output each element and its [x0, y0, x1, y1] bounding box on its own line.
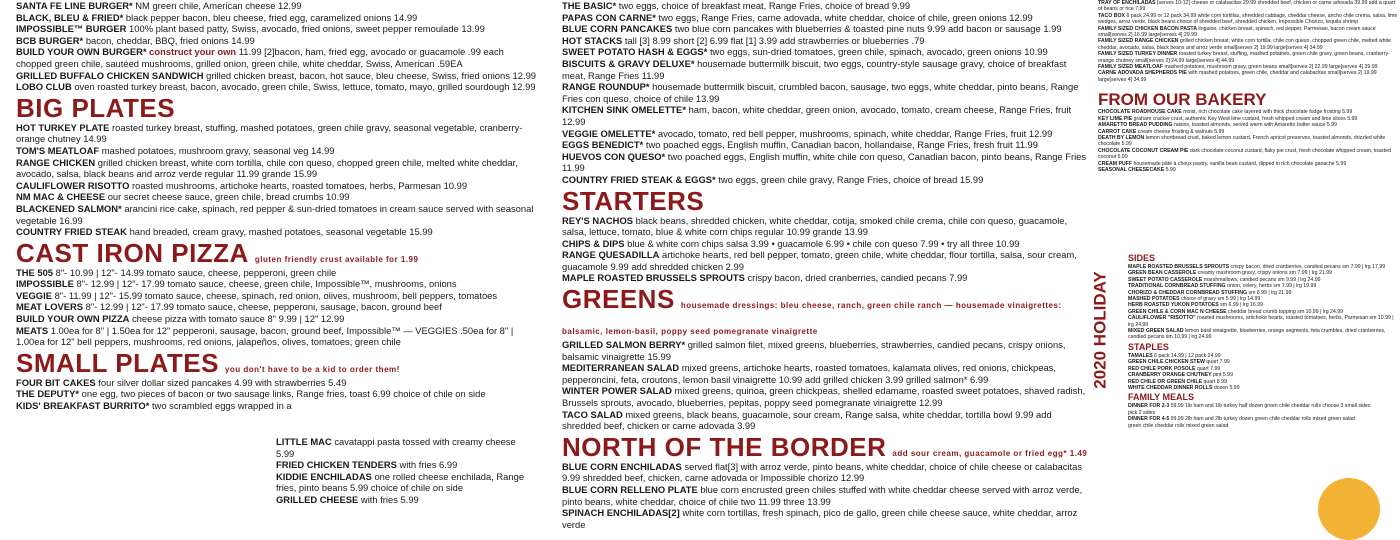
menu-item	[276, 459, 536, 471]
menu-item-name: CHOCOLATE COCONUT CREAM PIE	[1098, 147, 1189, 154]
menu-item-description: choice of gravy sm 5.99 | lrg 14.99	[1181, 296, 1261, 303]
menu-item-description: bacon, cheddar, BBQ, fried onions 14.99	[85, 34, 255, 46]
section-note: gluten friendly crust available for 1.99	[254, 254, 419, 264]
menu-item-description: onion, celery, herbs sm 7.99 | lrg 19.99	[1227, 283, 1317, 290]
menu-item-description: one egg, two pieces of bacon or two sausage links, Range fries, toast 6.99 choice of chile on side	[81, 388, 486, 400]
menu-item-name: TRADITIONAL CORNBREAD STUFFING	[1128, 283, 1226, 290]
menu-item-description: lemon basil vinaigrette, blueberries, orange segments, feta crumbles, dried cranberries, candied pecans sm 10.99 | lrg 24.99	[1128, 328, 1386, 341]
menu-item-name: DEATH BY LEMON	[1098, 134, 1145, 141]
menu-item	[562, 385, 1090, 408]
menu-item-name: CHOCOLATE ROADHOUSE CAKE	[1098, 109, 1182, 116]
menu-item-description: moist, rich chocolate cake layered with thick chocolate fudge frosting 5.99	[1183, 109, 1353, 116]
menu-item-description: cheddar bread crumb topping sm 10.99 | lrg 24.99	[1228, 308, 1343, 315]
menu-item-name: TAMALES	[1128, 352, 1153, 359]
section-heading	[16, 92, 536, 123]
menu-item	[562, 81, 1090, 104]
menu-item-name: RANGE CHICKEN	[16, 156, 96, 168]
menu-item-description: mashed potatoes, mushroom gravy, green beans small[serves 2] 22.99 large[serves 4] 39.99	[1164, 64, 1378, 71]
menu-item-description: cream cheese frosting & walnuts 5.99	[1137, 128, 1225, 135]
menu-item	[16, 23, 536, 35]
holiday-menu	[1128, 252, 1398, 429]
menu-item	[16, 203, 536, 226]
menu-item-name: TACO SALAD	[562, 408, 623, 420]
menu-item-description: grilled salmon filet, mixed greens, blueberries, strawberries, candied pecans, crispy onions, balsamic vinaigrette 15.99	[562, 339, 1066, 362]
menu-column-left	[16, 0, 536, 505]
menu-item-description: graham cracker crust, authentic Key West lime custard, fresh whipped cream and lime slices 5.99	[1133, 115, 1358, 122]
menu-item-name: GREEN BEAN CASSEROLE	[1128, 270, 1197, 277]
menu-item-name: RANGE QUESADILLA	[562, 249, 660, 261]
menu-item-description: 8"- 12.99 | 12"- 17.99 tomato sauce, cheese, pepperoni, sausage, bacon, ground beef	[85, 301, 442, 313]
menu-item-description: 6 pack 24.99 or 12 pack 34.99 white corn tortillas, shredded cabbage, cheddar cheese, ancho chile crema, salsa, lime wedges, arroz verde, black beans choice of shredded beef, shredded chicken, Impossible Chorizo, tequila shrimp	[1098, 12, 1398, 26]
menu-item-description: with mashed potatoes, green chile, cheddar and calabacitas small[serves 2] 19.99 large[serves 4] 34.99	[1098, 70, 1377, 83]
menu-item-name: FAMILY SIZED TURKEY DINNER	[1098, 51, 1178, 58]
menu-item-name: RED CHILE OR GREEN CHILE	[1128, 378, 1203, 385]
menu-item-name: PAPAS CON CARNE*	[562, 11, 656, 23]
menu-item-name: BLUE CORN ENCHILADAS	[562, 460, 682, 472]
section-title: GREENS	[562, 284, 675, 315]
menu-item	[16, 157, 536, 180]
menu-item-description: 8"- 10.99 | 12"- 14.99 tomato sauce, cheese, pepperoni, green chile	[55, 266, 337, 278]
menu-item-description: two poached eggs, English muffin, white chile con queso, Canadian bacon, pinto beans, Range Fries 11.99	[562, 150, 1087, 174]
section-heading	[16, 237, 536, 268]
menu-item-name: TRAY OF ENCHILADAS	[1098, 0, 1156, 6]
menu-item-name: FAMILY SIZED CHICKEN BACON PASTA	[1098, 25, 1197, 32]
menu-item-description: two eggs, Range Fries, carne adovada, white cheddar, choice of chile, green onions 12.99	[658, 11, 1033, 23]
menu-item	[562, 23, 1090, 35]
menu-item-subtitle: construct your own	[149, 46, 237, 58]
menu-item-description: black beans, shredded chicken, white cheddar, cotija, smoked chile crema, chile con queso, guacamole, salsa, lettuce, tomato, blue & white corn chips regular 10.99 grande 13.99	[562, 214, 1068, 238]
menu-item-description: four silver dollar sized pancakes 4.99 with strawberries 5.49	[98, 376, 347, 388]
section-title: SMALL PLATES	[16, 347, 219, 378]
menu-item-description: pick 2 sides	[1128, 409, 1156, 416]
menu-item-name: CHIPS & DIPS	[562, 237, 625, 249]
menu-item	[562, 104, 1090, 127]
menu-item-description: black pepper bacon, bleu cheese, fried egg, caramelized onions 14.99	[125, 11, 418, 23]
promo-badge	[1318, 478, 1380, 540]
menu-item	[562, 151, 1090, 174]
menu-item-name: THE DEPUTY*	[16, 388, 80, 400]
family-meals-heading: FAMILY MEALS	[1128, 392, 1195, 403]
holiday-vertical-label	[1090, 250, 1124, 410]
menu-item	[1098, 167, 1398, 173]
menu-item-name: IMPOSSIBLE	[16, 278, 74, 290]
menu-item	[16, 0, 536, 12]
menu-item	[1098, 135, 1398, 148]
menu-item	[562, 362, 1090, 385]
section-note: housemade dressings: bleu cheese, ranch, green chile ranch — housemade vinaigrettes: balsamic, lemon-basil, poppy seed pomegranate vinaigrette	[562, 301, 1062, 337]
menu-item-description: two eggs, choice of breakfast meat, Range Fries, choice of bread 9.99	[618, 0, 911, 11]
menu-item	[1128, 403, 1398, 409]
menu-item-description: 99.99 2lb ham and 2lb turkey dozen green chile cheddar rolls mixed green salad	[1170, 416, 1355, 423]
section-heading	[562, 185, 1090, 216]
family-meal-deals	[1098, 0, 1398, 83]
menu-item	[1098, 38, 1398, 51]
menu-item	[562, 12, 1090, 24]
menu-item	[16, 35, 536, 47]
menu-item-name: BLACKENED SALMON*	[16, 202, 122, 214]
menu-item-description: lemon shortbread crust, baked lemon custard, French apricot preserves, toasted almonds, drizzled white chocolate 5.99	[1098, 134, 1386, 148]
menu-item-description: two blue corn pancakes with blueberries & toasted pine nuts 9.99 add bacon or sausage 1.99	[674, 23, 1062, 35]
menu-item-description: 5.99	[1165, 166, 1176, 173]
menu-item-description: two poached eggs, English muffin, Canadian bacon, hollandaise, Range Fries, fresh fruit 11.99	[645, 139, 1038, 151]
menu-item-description: roasted mushrooms, artichoke hearts, roasted tomatoes, herbs, Parmesan 10.99	[131, 179, 468, 191]
menu-item-name: GREEN CHILE CHICKEN STEW	[1128, 359, 1205, 366]
menu-item-description: 59.99 1lb ham and 1lb turkey half dozen green chile cheddar rolls choose 3 small sides	[1170, 403, 1371, 410]
menu-item-name: RED CHILE PORK POSOLE	[1128, 365, 1196, 372]
menu-item	[16, 226, 536, 238]
menu-item-name: WHITE CHEDDAR DINNER ROLLS	[1128, 384, 1213, 391]
section-note: you don't have to be a kid to order them!	[224, 364, 400, 374]
menu-item-description: mixed greens, quinoa, green chickpeas, shelled edamame, roasted sweet potatoes, shaved radish, Brussels sprouts, avocado, blueberries, pepitas, poppy seed pomegranate vinaigrette 12.99	[562, 385, 1086, 409]
section-title: BIG PLATES	[16, 92, 176, 123]
bakery-list	[1098, 109, 1398, 173]
menu-item-name: COUNTRY FRIED STEAK & EGGS*	[562, 173, 716, 185]
section-note: add sour cream, guacamole or fried egg* 1.49	[892, 448, 1088, 458]
menu-item-name: HUEVOS CON QUESO*	[562, 150, 666, 162]
menu-item-description: cavatappi pasta tossed with creamy cheese 5.99	[276, 436, 516, 459]
staples-list	[1128, 353, 1398, 391]
menu-item-description: dark chocolate coconut custard, flaky pie crust, fresh chocolate whipped cream, toasted coconut 5.99	[1098, 147, 1391, 161]
menu-item-description: sm 6.99 | lrg 16.99	[1220, 302, 1264, 309]
menu-item-description: one rolled cheese enchilada, Range fries, pinto beans 5.99 choice of chile on side	[276, 470, 525, 494]
menu-item-description: arancini rice cake, spinach, red pepper & sun-dried tomatoes in cream sauce served with seasonal vegetable 16.99	[16, 202, 534, 226]
menu-item-description: with fries 5.99	[360, 493, 419, 505]
menu-item-description: blue & white corn chips salsa 3.99 • guacamole 6.99 • chile con queso 7.99 • try all three 10.99	[627, 237, 1020, 249]
section-heading	[16, 347, 536, 378]
menu-item-name: NM MAC & CHEESE	[16, 191, 106, 203]
menu-item-name: SWEET POTATO CASSEROLE	[1128, 276, 1203, 283]
menu-item-name: HERB ROASTED YUKON POTATOES	[1128, 302, 1219, 309]
menu-item-description: roasted mushrooms, artichoke hearts, roasted tomatoes, herbs, Parmesan sm 10.99 | lrg 24.99	[1128, 315, 1394, 328]
menu-item-name: MEDITERRANEAN SALAD	[562, 362, 680, 374]
menu-item-description: two eggs, green chile gravy, Range Fries, choice of bread 15.99	[718, 173, 984, 185]
menu-item-name: VEGGIE	[16, 289, 52, 301]
menu-item-name: CHORIZO & CHEDDAR CORNBREAD STUFFING	[1128, 289, 1248, 296]
menu-column-middle	[562, 0, 1090, 530]
menu-item	[16, 81, 536, 93]
menu-item-description: mixed greens, black beans, guacamole, sour cream, Range salsa, white cheddar, tortilla bowl 9.99 add shredded beef, chicken or carne adovada 3.99	[562, 408, 1052, 432]
menu-item-description: 1.00ea for 8" | 1.50ea for 12" pepperoni, sausage, bacon, ground beef, Impossible™ — VEGGIES .50ea for 8" | 1.00ea for 12" bell peppers, mushrooms, red onions, jalapeños, olives, tomatoes, green chile	[16, 324, 514, 348]
menu-item-name: HOT STACKS	[562, 34, 623, 46]
menu-item-name: MAPLE ROASTED BRUSSELS SPROUTS	[562, 272, 745, 284]
menu-item-description: sm 8.99 | lrg 21.99	[1248, 289, 1292, 296]
menu-item	[562, 58, 1090, 81]
menu-item-name: THE BASIC*	[562, 0, 617, 11]
menu-item	[16, 325, 536, 348]
menu-item-name: FRIED CHICKEN TENDERS	[276, 459, 397, 471]
menu-item-name: MASHED POTATOES	[1128, 296, 1180, 303]
menu-item-name: HOT TURKEY PLATE	[16, 121, 110, 133]
menu-item	[562, 215, 1090, 238]
menu-item-description: blue corn encrusted green chiles stuffed with white cheddar cheese served with arroz verde, pinto beans, white cheddar, choice of chile two 11.99 three 13.99	[562, 484, 1083, 507]
menu-item-name: BISCUITS & GRAVY DELUXE*	[562, 57, 695, 69]
menu-item-name: CAULIFLOWER "RISOTTO"	[1128, 315, 1196, 322]
menu-item-description: artichoke hearts, red bell pepper, tomato, green chile, white cheddar, flour tortilla, salsa, sour cream, guacamole 9.99 add shredded chicken 2.99	[562, 249, 1077, 272]
menu-item-description: raisins, toasted almonds, served warm with Amaretto butter sauce 5.99	[1174, 122, 1337, 129]
menu-item-name: KIDDIE ENCHILADAS	[276, 470, 372, 482]
menu-item	[1128, 315, 1398, 328]
menu-item	[562, 272, 1090, 284]
menu-item-description: 6 pack 14.99 | 12 pack 24.99	[1154, 352, 1221, 359]
menu-item	[562, 249, 1090, 272]
menu-item-name: GRILLED BUFFALO CHICKEN SANDWICH	[16, 69, 204, 81]
menu-item-description: quart 7.99	[1196, 365, 1221, 372]
menu-item-description: mashed potatoes, mushroom gravy, seasonal veg 14.99	[101, 144, 335, 156]
menu-item-name: SPINACH ENCHILADAS[2]	[562, 507, 680, 519]
menu-item-description: pint 5.99	[1213, 372, 1233, 379]
menu-item-name: TACO BOX	[1098, 12, 1125, 19]
menu-item-name: IMPOSSIBLE™ BURGER	[16, 23, 127, 35]
menu-item-description: 11.99 [2]bacon, ham, fried egg, avocado or guacamole .99 each chopped green chile, sautéed mushrooms, grilled onion, green chile, white cheddar, Swiss, American .59EA	[16, 46, 504, 69]
sides-heading: SIDES	[1128, 253, 1156, 263]
menu-item-name: KIDS' BREAKFAST BURRITO*	[16, 400, 150, 412]
menu-item-name: FAMILY SIZED MEATLOAF	[1098, 64, 1164, 71]
menu-item-description: housemade buttermilk biscuit, crumbled bacon, sausage, two eggs, white cheddar, pinto beans, Range Fries con queso, choice of chile 13.99	[562, 81, 1079, 104]
menu-item-description: 8"- 12.99 | 12"- 17.99 tomato sauce, cheese, green chile, Impossible™, mushrooms, onions	[76, 278, 457, 290]
menu-item	[562, 461, 1090, 484]
menu-item-name: SANTA FE LINE BURGER*	[16, 0, 133, 11]
menu-item	[16, 388, 536, 400]
menu-item-description: creamy mushroom gravy, crispy onions sm 7.99 | lrg 21.99	[1197, 270, 1332, 277]
menu-item	[16, 290, 536, 302]
menu-item	[562, 174, 1090, 186]
bakery-heading: FROM OUR BAKERY	[1098, 90, 1267, 110]
menu-item-name: BLUE CORN RELLENO PLATE	[562, 484, 698, 495]
menu-item-name: KEY LIME PIE	[1098, 115, 1133, 122]
menu-item-name: REY'S NACHOS	[562, 214, 633, 226]
menu-item-name: MEATS	[16, 324, 49, 336]
menu-item-name: MEAT LOVERS	[16, 301, 84, 313]
menu-item	[562, 507, 1090, 530]
menu-item-description: crispy bacon, dried cranberries, candied pecans sm 7.99 | lrg 17.99	[1230, 264, 1386, 270]
menu-item-description: white corn tortillas, fresh spinach, pico de gallo, green chile cheese sauce, white cheddar, arroz verde	[562, 507, 1078, 530]
menu-item-name: CARNE ADOVADA SHEPHERDS PIE	[1098, 70, 1187, 77]
section-title: STARTERS	[562, 185, 705, 216]
section-heading	[562, 286, 1090, 338]
menu-item	[16, 180, 536, 192]
menu-item-description: housemade pâté à choux pastry, vanilla bean custard, dipped in rich chocolate ganache 5.99	[1133, 160, 1347, 167]
menu-item-description: grilled chicken breast, white corn tortilla, chile con queso, chopped green chile, melted white cheddar, avocado, salsa, black beans and arroz verde small[serves 2] 19.99 large[serves 4] 34.99	[1098, 38, 1391, 51]
menu-item-description: NM green chile, American cheese 12.99	[135, 0, 302, 11]
menu-item	[1098, 148, 1398, 161]
menu-item	[16, 301, 536, 313]
menu-item-name: MAPLE ROASTED BRUSSELS SPROUTS	[1128, 264, 1230, 270]
menu-item-name: FAMILY SIZED RANGE CHICKEN	[1098, 38, 1179, 45]
menu-item	[1098, 26, 1398, 39]
section-title: NORTH OF THE BORDER	[562, 431, 887, 462]
menu-item	[16, 191, 536, 203]
menu-item-name: VEGGIE OMELETTE*	[562, 127, 656, 139]
menu-item	[1098, 13, 1398, 26]
menu-item	[562, 0, 1090, 12]
menu-item	[276, 436, 536, 459]
menu-item-description: roasted turkey breast, stuffing, mashed potatoes, green chile gravy, seasonal vegetable, cranberry-orange chutney 14.99	[16, 121, 523, 145]
menu-item	[16, 145, 536, 157]
menu-item-description: with fries 6.99	[399, 459, 458, 471]
menu-item-name: SWEET POTATO HASH & EGGS*	[562, 46, 708, 58]
menu-item-name: GRILLED CHEESE	[276, 493, 359, 505]
menu-item-name: DINNER FOR 2-3	[1128, 403, 1170, 410]
menu-item	[16, 400, 536, 412]
menu-item	[562, 128, 1090, 140]
menu-item-name: TOM'S MEATLOAF	[16, 144, 100, 156]
menu-item	[16, 313, 536, 325]
menu-item-description: linguine, chicken breast, spinach, red pepper, Parmesan, bacon cream sauce small[serves 2] 16.99 large[serves 4] 29.99	[1098, 25, 1376, 39]
menu-item	[16, 278, 536, 290]
menu-item	[16, 46, 536, 69]
menu-item-description: tall [3] 8.99 short [2] 6.99 flat [1] 3.99 add strawberries or blueberries .79	[624, 34, 925, 46]
menu-item-name: CAULIFLOWER RISOTTO	[16, 179, 130, 191]
menu-item-description: grilled chicken breast, white corn tortilla, chile con queso, chopped green chile, melted white cheddar, avocado, salsa, black beans and arroz verde regular 11.99 grande 15.99	[16, 156, 518, 180]
menu-item-name: BUILD YOUR OWN BURGER*	[16, 46, 147, 58]
menu-item	[276, 471, 536, 494]
menu-item-description: avocado, tomato, red bell pepper, mushrooms, spinach, white cheddar, Range Fries, fruit 12.99	[657, 127, 1053, 139]
menu-item-name: KITCHEN SINK OMELETTE*	[562, 104, 686, 116]
menu-item-description: 100% plant based patty, Swiss, avocado, fried onions, sweet pepper remoulade 13.99	[129, 23, 485, 35]
menu-item-name: BLACK, BLEU & FRIED*	[16, 11, 124, 23]
menu-item	[16, 377, 536, 389]
menu-item-description: crispy bacon, dried cranberries, candied pecans 7.99	[747, 272, 968, 284]
menu-item-description: two scrambled eggs wrapped in a	[151, 400, 292, 412]
menu-item-description: oven roasted turkey breast, bacon, avocado, green chile, Swiss, lettuce, tomato, mayo, grilled sourdough 12.99	[74, 81, 536, 93]
menu-item	[562, 238, 1090, 250]
menu-item-description: green chile cheddar rolls mixed green salad	[1128, 422, 1229, 429]
menu-item-name: CREAM PUFF	[1098, 160, 1133, 167]
menu-item-description: two eggs, sun-dried tomatoes, green chile, spinach, avocado, green onions 10.99	[709, 46, 1048, 58]
menu-item-name: GRILLED SALMON BERRY*	[562, 339, 686, 351]
menu-item	[1128, 423, 1398, 429]
menu-item	[1098, 70, 1398, 83]
menu-item	[562, 139, 1090, 151]
menu-item-description: our secret cheese sauce, green chile, bread crumbs 10.99	[107, 191, 350, 203]
menu-item-name: DINNER FOR 4-5	[1128, 416, 1170, 423]
menu-item	[276, 494, 536, 506]
small-plates-right	[276, 436, 536, 506]
menu-item	[16, 267, 536, 279]
menu-item	[1128, 328, 1398, 341]
menu-item-name: RANGE ROUNDUP*	[562, 81, 650, 93]
menu-item	[562, 339, 1090, 362]
menu-item-name: BCB BURGER*	[16, 34, 84, 46]
menu-item-description: grilled chicken breast, bacon, hot sauce, bleu cheese, Swiss, fried onions 12.99	[206, 69, 536, 81]
menu-item-description: marshmallows, candied pecans sm 9.99 | lrg 24.99	[1203, 276, 1321, 283]
menu-item-description: housemade buttermilk biscuit, two eggs, country-style sausage gravy, choice of breakfast meat, Range Fries 11.99	[562, 57, 1067, 81]
section-title: CAST IRON PIZZA	[16, 237, 249, 268]
menu-item-name: AMARETTO BREAD PUDDING	[1098, 122, 1173, 129]
menu-item-name: BUILD YOUR OWN PIZZA	[16, 313, 130, 325]
menu-item-name: CARROT CAKE	[1098, 128, 1137, 135]
menu-item-name: GREEN CHILE & CORN MAC N CHEESE	[1128, 308, 1227, 315]
menu-item	[1098, 51, 1398, 64]
menu-item-description: dozen 5.99	[1213, 384, 1240, 391]
menu-item-name: EGGS BENEDICT*	[562, 139, 644, 151]
menu-item-name: SEASONAL CHEESECAKE	[1098, 166, 1165, 173]
menu-item-description: cheese pizza with tomato sauce 8" 9.99 | 12" 12.99	[131, 313, 345, 325]
menu-item-name: LITTLE MAC	[276, 436, 332, 447]
family-meals-list	[1128, 403, 1398, 429]
menu-item-description: served flat[3] with arroz verde, pinto beans, white cheddar, choice of chile cheese or calabacitas 9.99 shredded beef, chicken, carne adovada or Impossible chorizo 12.99	[562, 460, 1083, 484]
menu-item-description: roasted turkey breast, stuffing, mashed potatoes, green chile gravy, green beans, cranberry-orange chutney small[serves 2] 24.99 large[serves 4] 44.99	[1098, 51, 1390, 64]
menu-item-description: ham, bacon, white cheddar, green onion, avocado, tomato, cream cheese, Range Fries, fruit 12.99	[562, 104, 1072, 127]
menu-item-name: MIXED GREEN SALAD	[1128, 328, 1184, 335]
menu-item-description: [serves 10-12] cheese or calabacitas 29.99 shredded beef, chicken or carne adovada 39.99 add a quart of beans or rice 7.99	[1098, 0, 1396, 13]
menu-item-name: THE 505	[16, 266, 53, 278]
menu-item	[1098, 0, 1398, 13]
menu-item-description: quart 7.99	[1206, 359, 1230, 366]
menu-item-description: mixed greens, artichoke hearts, roasted tomatoes, kalamata olives, red onions, chickpeas, pepperoncini, feta, croutons, lemon basil vinaigrette 10.99 add grilled chicken 3.99 grilled salmon* 6.99	[562, 362, 1056, 385]
menu-item-name: BLUE CORN PANCAKES	[562, 23, 673, 35]
menu-item-name: CRANBERRY ORANGE CHUTNEY	[1128, 372, 1212, 379]
menu-item	[562, 46, 1090, 58]
menu-item	[562, 409, 1090, 432]
menu-column-right	[1098, 0, 1398, 173]
staples-heading: STAPLES	[1128, 341, 1169, 352]
menu-item	[1128, 385, 1398, 391]
menu-item	[562, 484, 1090, 507]
menu-item-description: quart 8.99	[1203, 378, 1227, 385]
menu-item-description: hand breaded, cream gravy, mashed potatoes, seasonal vegetable 15.99	[129, 226, 433, 238]
menu-item	[16, 70, 536, 82]
menu-item	[562, 35, 1090, 47]
menu-item-name: LOBO CLUB	[16, 81, 72, 93]
sides-list	[1128, 264, 1398, 341]
menu-item	[16, 122, 536, 145]
menu-item-description: 8"- 11.99 | 12"- 15.99 tomato sauce, cheese, spinach, red onion, olives, mushroom, bell peppers, tomatoes	[54, 289, 498, 301]
menu-item	[16, 12, 536, 24]
menu-item-name: COUNTRY FRIED STEAK	[16, 226, 127, 238]
menu-item-name: WINTER POWER SALAD	[562, 385, 672, 397]
section-heading	[562, 431, 1090, 462]
holiday-label-text: 2020 HOLIDAY	[1090, 271, 1110, 389]
menu-item-name: FOUR BIT CAKES	[16, 376, 96, 388]
